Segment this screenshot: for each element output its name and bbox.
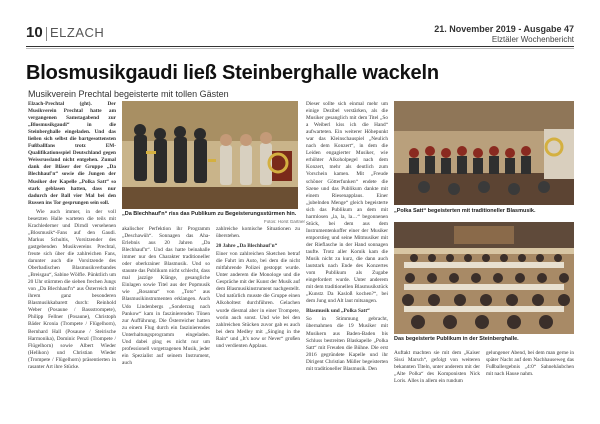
page-number: 10 bbox=[26, 24, 43, 41]
col1-body: Wie auch immer, in der voll besetzten Halle warteten die teils mit Krachlederner und Dirndl versehenen „Blosmusik“-Fans auf den Gaudi. Markus Schultis, Vorsitzender des gastgebenden Musikvereins Prechtal, freute sich über die zahlreichen Fans, darunter auch die Vorsitzende des Oberbadischen Blasmusikverbandes „Breisgau“, Sabine Wölfle. Pünktlich um 20 Uhr stürmten die sieben frechen Jungs von „Da Blechhauf'n“ aus Österreich mit ihrem ganz besonderen Blasmusikkabarett durch: Reinhold Weber (Posaune / Bassstrompete), Philipp Fellner (Posaune), Christoph Bäder Kronia (Trompete / Flügelhorn), Bernhard Hall (Posaune / Steirische Harmonika), Dominic Penzl (Trompete / Flügelhorn) sowie Albert Wieder (Helikon) und Christian Wieder (Trompete / Flügelhorn) präsentierten in rasanter Art ihre Stücke. bbox=[28, 208, 116, 370]
subheadline: Musikverein Prechtal begeisterte mit tollen Gästen bbox=[28, 89, 229, 99]
photo1-caption: „Da Blechhauf'n“ riss das Publikum zu Begeisterungsstürmen hin. bbox=[122, 211, 297, 217]
photo1-credit: Fotos: Horst Gartner bbox=[264, 219, 306, 224]
photo2-caption: „Polka Satt“ begeisterten mit traditioneller Blasmusik. bbox=[394, 208, 536, 214]
column-5 bbox=[486, 350, 574, 400]
photo-polka-satt bbox=[394, 101, 574, 205]
section-name: ELZACH bbox=[50, 25, 105, 40]
orchestra-photo-illustration bbox=[394, 101, 574, 205]
photo3-caption: Das begeisterte Publikum in der Steinberghalle. bbox=[394, 336, 519, 342]
col3b-body: Dieser sollte sich einmal mehr um einige Dezibel verstärken, als die Musiker gesanglich mit dem Titel „So a Weiberl kiss ich die Hand“ aufwarteten. Ein weiterer Höhepunkt war das Kleinschauspiel „Neulich nach dem Konzert“, in dem die Leiden engagierter Musiker, wie erhöhter Alkoholpegel nach dem Konzert, mehr als deutlich zum Vorschein kamen. Mit „Freude schöner Götterfunken“ endete die Szene und das Publikum dankte mit einem Riesenapplaus. Einer „jubelnden Menge“ gleich begeisterte sich das Publikum an dem mit harmlosen „la, la, la…“ begonnenen Stück, bei dem aus dem Instrumentenkoffer einer der Musiker emporstieg und seine Mitmusiker mit der Rieflasche in der Hand sonnagen taufte. Trotz aller Komik kam die Musik nicht zu kurz, die dann auch lautstark nach Ende des Konzertes vom Publikum als Zugabe eingefordert wurde. Unter anderem mit dem traditionellen Blasmusikstück „Kunstz Da Kasloß kochen?“, bei dem Jung und Alt laut mitsangen. bbox=[306, 101, 388, 305]
col3a-heading: 20 Jahre „Da Blechhauf'n“ bbox=[216, 243, 278, 250]
photo-blechhaufn bbox=[122, 101, 298, 209]
col3a-intro: zahlreiche komische Situationen zu überstehen. bbox=[216, 226, 300, 240]
header-rule-thin bbox=[26, 48, 574, 49]
col4-body: Auftakt machten sie mit dem „Kaiser Sissi Marsch“, gefolgt von weiteren bekannten Titeln, unter anderem mit der „Alte Polka“ des Komponisten Nick Loris. Alles in allem ein rundum bbox=[394, 350, 480, 385]
lead-paragraph: Elzach-Prechtal (ght). Der Musikverein Prechtal hatte am vergangenen Samstagabend zur „Blosmusikgaudi“ in die Steinberghalle eingeladen. Und das ließen sich selbst die bartgesottensten Fußballfans trotz EM-Qualifikationsspiel Deutschland gegen Weissrussland nicht entgehen. Zumal dank der Bläser der Gruppe „Da Blechhauf'n“ sowie die Jungen der Musiker der Kapelle „Polka Satt“ so stark geblasen hatten, dass nur dadurch der Ball vier Mal bei den Russen ins Tor gesprungen sein soll. bbox=[28, 101, 116, 206]
column-3b bbox=[306, 101, 388, 399]
band-photo-illustration bbox=[122, 101, 298, 209]
column-3a bbox=[216, 226, 300, 396]
photo-audience bbox=[394, 222, 574, 334]
date-issue: 21. November 2019 - Ausgabe 47 bbox=[434, 24, 574, 34]
audience-photo-illustration bbox=[394, 222, 574, 334]
column-2 bbox=[122, 226, 210, 396]
column-4 bbox=[394, 350, 480, 400]
col3b-text: So in Stimmung gebracht, übernahmen die 19 Musiker mit Musikern aus Baden-Baden bis Schluss bestreiten Blaskapelle „Polka Satt“ mit Freuden die Bühne. Die erst 2016 gegründete Kapelle und ihr Dirigent Christian Müller begeisterten mit traditioneller Blasmusik. Den bbox=[306, 316, 388, 372]
headline: Blosmusikgaudi ließ Steinberghalle wackeln bbox=[26, 62, 439, 84]
col3a-text: Einer von zahlreichen Sketchen betraf die Fahrt im Auto, bei dem die nicht mitfahrende Polizei gestoppt wurde. Unter anderem die Monologe und die Gespräche mit der Kunst der Musik auf dem Blasmusikinstrument nachgestellt. Und natürlich musste die Gruppe einen Alkoholtest durchführen. Gelachen wurde diesmal aber in einer Trompete, worin auch sonst. Und wie bei den zahlreichen Stücken zuvor gab es auch bei dem Medley mit „Singing in the Rain“ und „It's now or Never“ großen und verdienten Applaus. bbox=[216, 251, 300, 349]
col2-body: akalischer Perfektion ihr Programm „Deschawüh“. Sonnagen das Aha-Erlebnis aus 20 Jahren „Da Blechhauf'n“. Und das hatte beinahalle immer nur den Charakter traditioneller oder oberkrainer Blasmusik. Und so staunte das Publikum nicht schlecht, dass mal jazzige Klänge, gesangliche Einlagen sowie Titel aus der Popmusik wie „Rosanna“ von „Toto“ aus Blasmusikinstrumenten erklangen. Auch Udo Lindenbergs „Sonderzug nach Pankow“ kam in faszinierenden Tönen zur Aufführung. Die Österreicher hatten zu einem Flug durch ein faszinierendes Unterhaltungsprogramm eingeladen. Und dabei ging es nicht nur um professionell vorgetragenen Musik, jeder ein Spezialist auf seinem Instrument, auch bbox=[122, 226, 210, 366]
col5-body: gelungener Abend, bei dem man gerne in später Nacht auf dem Nachhauseweg das Fußballergebnis „4:0“ Sahnehäubchen mit nach Hause nahm. bbox=[486, 350, 574, 378]
publication-name: Elztäler Wochenbericht bbox=[491, 35, 574, 44]
header-divider bbox=[46, 27, 47, 41]
col3b-heading: Blasmusik und „Polka Satt“ bbox=[306, 308, 370, 315]
page-header bbox=[26, 24, 574, 46]
header-rule bbox=[26, 46, 574, 47]
column-1 bbox=[28, 101, 116, 401]
